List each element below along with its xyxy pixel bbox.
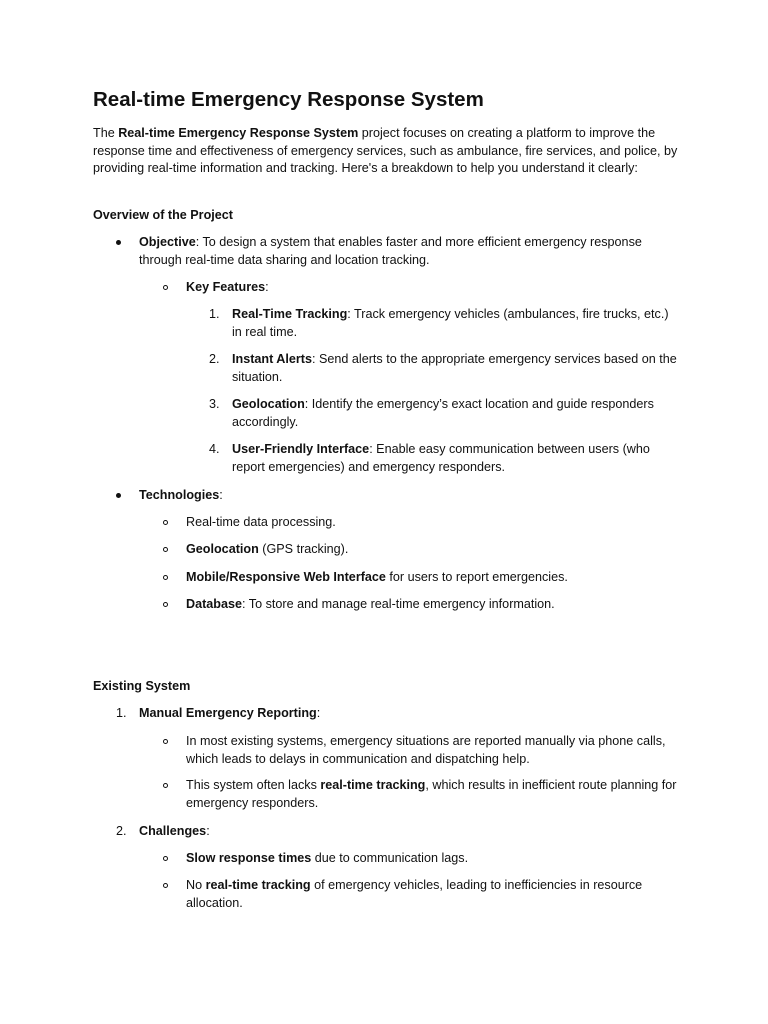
feature-text: : Track emergency vehicles (ambulances, fire trucks, etc.) in real time.	[232, 307, 669, 339]
technology-text: Real-time data processing.	[186, 515, 336, 529]
item-text: No	[186, 878, 206, 892]
technology-text: for users to report emergencies.	[385, 570, 568, 584]
existing-system-heading: Existing System	[93, 679, 191, 693]
item-text: In most existing systems, emergency situations are reported manually via phone calls, which leads to delays in communication and dispatching help.	[186, 734, 666, 766]
technologies-colon: :	[219, 488, 223, 502]
section-label: Challenges	[139, 824, 207, 838]
circle-bullet	[163, 602, 168, 607]
item-text: due to communication lags.	[311, 851, 469, 865]
section-manual-reporting	[139, 704, 320, 722]
technology-text: (GPS tracking).	[258, 542, 349, 556]
section-label: Manual Emergency Reporting	[139, 706, 317, 720]
bullet-dot-objective	[116, 240, 121, 245]
technology-label: Database	[186, 597, 243, 611]
section-number: 2.	[116, 824, 127, 838]
technology-item-database	[186, 595, 555, 613]
technology-label: Mobile/Responsive Web Interface	[186, 570, 386, 584]
technologies-item	[139, 486, 223, 504]
key-features-label: Key Features	[186, 280, 266, 294]
technology-item-data-processing	[186, 513, 336, 531]
intro-prefix: The	[93, 126, 119, 140]
section-colon: :	[206, 824, 210, 838]
feature-label: Geolocation	[232, 397, 305, 411]
item-text: This system often lacks	[186, 778, 321, 792]
section-number: 1.	[116, 706, 127, 720]
circle-bullet	[163, 520, 168, 525]
key-features-item	[186, 278, 269, 296]
circle-bullet	[163, 883, 168, 888]
technology-text: : To store and manage real-time emergency information.	[242, 597, 555, 611]
item-bold: real-time tracking	[205, 878, 311, 892]
document-title: Real-time Emergency Response System	[93, 88, 484, 111]
feature-number: 1.	[209, 307, 220, 321]
item-text: , which results in inefficient route planning for emergency responders.	[186, 778, 677, 810]
feature-label: Instant Alerts	[232, 352, 313, 366]
technologies-label: Technologies	[139, 488, 220, 502]
technology-label: Geolocation	[186, 542, 259, 556]
challenge-item-slow-response	[186, 849, 681, 867]
feature-item-instant-alerts	[232, 350, 677, 386]
circle-bullet-key-features	[163, 285, 168, 290]
intro-paragraph	[93, 125, 683, 178]
section-colon: :	[316, 706, 321, 720]
circle-bullet	[163, 739, 168, 744]
objective-item	[139, 233, 679, 269]
circle-bullet	[163, 547, 168, 552]
key-features-colon: :	[265, 280, 269, 294]
challenge-item-no-tracking	[186, 876, 681, 912]
feature-text: : Identify the emergency’s exact location and guide responders accordingly.	[232, 397, 654, 429]
feature-text: : Send alerts to the appropriate emergency services based on the situation.	[232, 352, 677, 384]
item-bold: real-time tracking	[320, 778, 426, 792]
bullet-dot-technologies	[116, 493, 121, 498]
feature-label: User-Friendly Interface	[232, 442, 370, 456]
feature-number: 2.	[209, 352, 220, 366]
feature-number: 4.	[209, 442, 220, 456]
feature-item-geolocation	[232, 395, 677, 431]
feature-text: : Enable easy communication between users (who report emergencies) and emergency responders.	[232, 442, 650, 474]
overview-heading: Overview of the Project	[93, 208, 233, 222]
technology-item-geolocation	[186, 540, 348, 558]
item-text: of emergency vehicles, leading to inefficiencies in resource allocation.	[186, 878, 643, 910]
feature-number: 3.	[209, 397, 220, 411]
item-bold: Slow response times	[186, 851, 312, 865]
feature-label: Real-Time Tracking	[232, 307, 348, 321]
technology-item-web-interface	[186, 568, 568, 586]
objective-text: : To design a system that enables faster and more efficient emergency response through real-time data sharing and location tracking.	[139, 235, 642, 267]
objective-label: Objective	[139, 235, 196, 249]
intro-project-name: Real-time Emergency Response System	[118, 126, 359, 140]
intro-suffix: project focuses on creating a platform to improve the response time and effectiveness of emergency services, such as ambulance, fire services, and police, by providing real-time information and tracking. Here's a breakdown to help you understand it clearly:	[93, 126, 678, 175]
feature-item-user-friendly-interface	[232, 440, 677, 476]
section-challenges	[139, 822, 210, 840]
feature-item-real-time-tracking	[232, 305, 677, 341]
circle-bullet	[163, 856, 168, 861]
existing-item-manual-reporting	[186, 732, 681, 768]
existing-item-lacks-tracking	[186, 776, 681, 812]
circle-bullet	[163, 783, 168, 788]
circle-bullet	[163, 575, 168, 580]
